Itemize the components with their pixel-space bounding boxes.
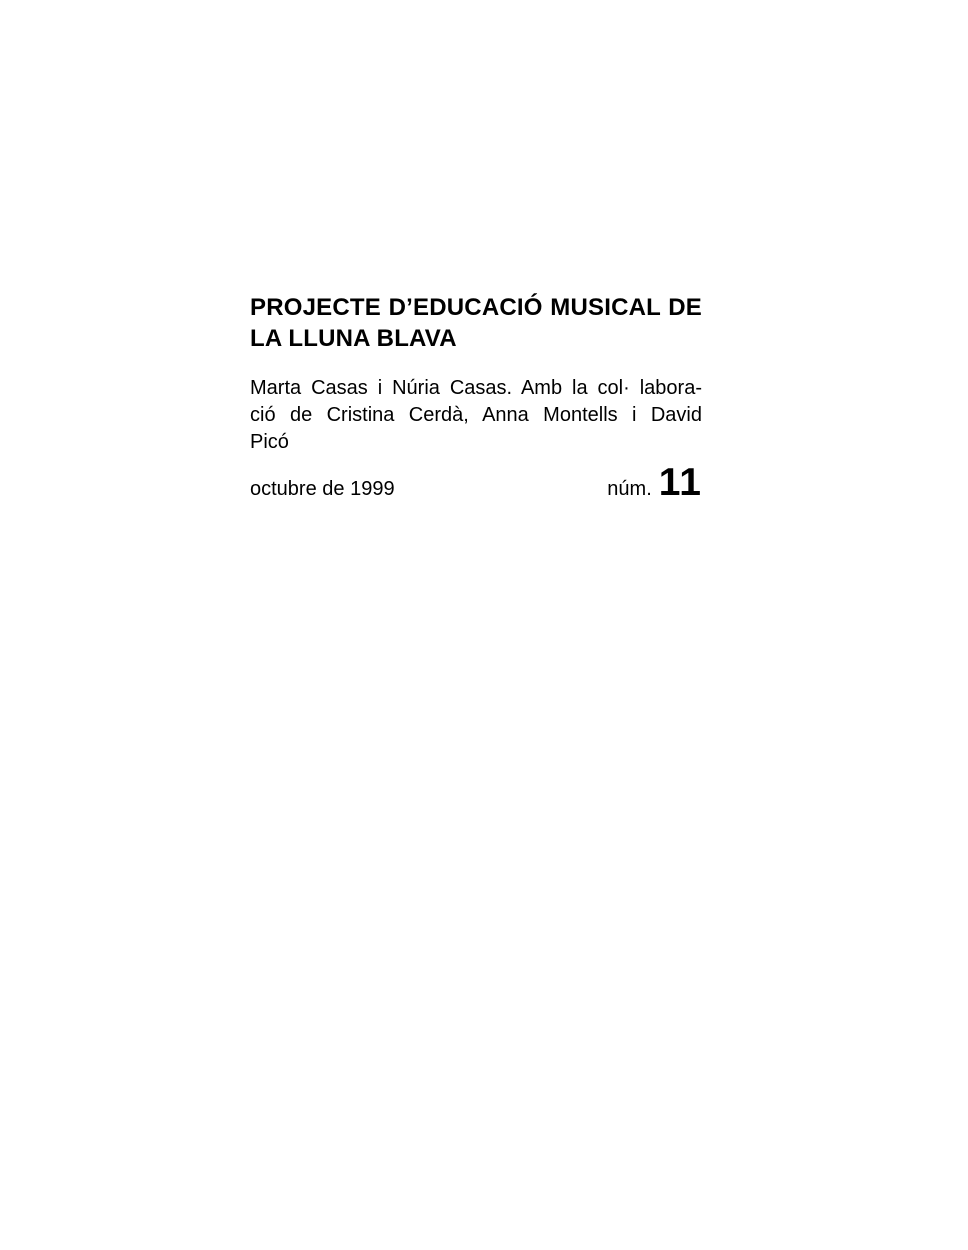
title-line-2: LA LLUNA BLAVA	[250, 325, 457, 352]
date-issue-row	[250, 463, 702, 502]
authors-byline	[250, 375, 702, 456]
issue-label: núm.	[607, 478, 652, 500]
cover-text-block	[250, 292, 702, 502]
issue-number: 11	[658, 461, 702, 504]
issue-group	[607, 463, 702, 502]
byline-line-2: ció de Cristina Cerdà, Anna Montells i David	[250, 404, 702, 426]
publication-date: octubre de 1999	[250, 478, 395, 500]
byline-line-1: Marta Casas i Núria Casas. Amb la col· labora-	[250, 377, 702, 399]
document-title	[250, 292, 702, 354]
byline-line-3: Picó	[250, 431, 289, 453]
title-line-1: PROJECTE D’EDUCACIÓ MUSICAL DE	[250, 294, 702, 321]
